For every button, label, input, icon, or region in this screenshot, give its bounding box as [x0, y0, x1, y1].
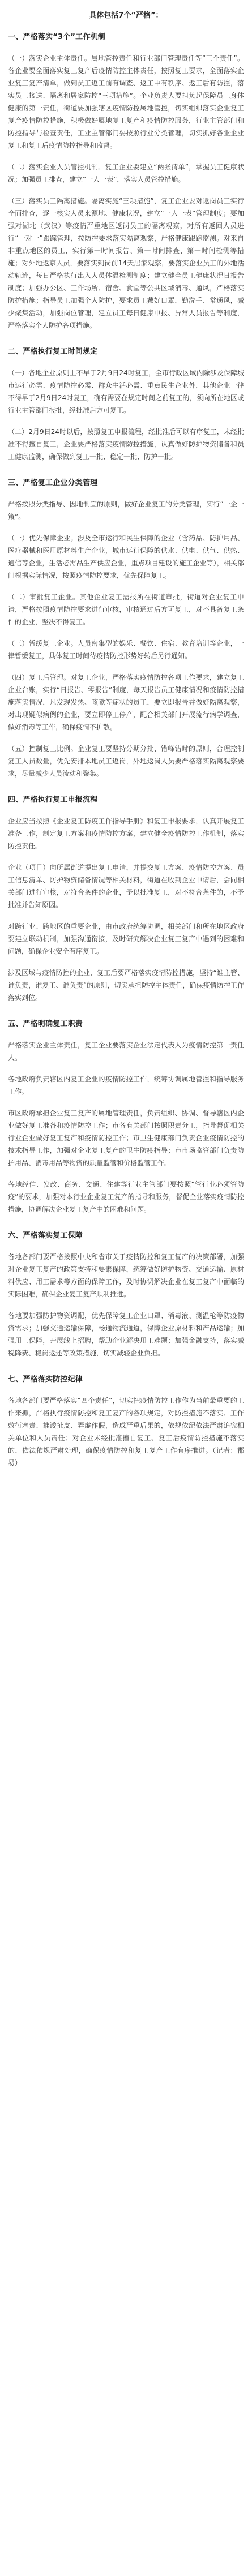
body-paragraph: （一）落实企业主体责任。属地管控责任和行业部门管理责任等“三个责任”。各企业要全面落实复工复产后疫情防控主体责任，按照复工要求，全面落实企业复工复产清单，做到员工返工前有调查、返工中有秩序、返工后有防控，落实员工接送、隔离和居家防控“三项措施”。企业负责人要担负起保障员工身体健康的第一责任，街道要加强辖区疫情防控属地管控，切实组织落实企业复工复产疫情防控措施，积极做好属地复工复产和疫情防控服务，行业主管部门和防控指导与检查责任，工业主管部门要按照行业分类管理，切实抓好各业企业复工和复工后疫情防控指导和监督。 — [8, 54, 244, 149]
body-paragraph: 对跨行业、跨地区的重要企业，由市政府统筹协调，相关部门和所在地区政府要建立联动机制，加强沟通衔接，及时研究解决企业复工复产中遇到的困难和问题，确保企业安全有序复工。 — [8, 922, 244, 955]
section-heading: 四、严格执行复工申报流程 — [8, 796, 98, 804]
section — [8, 346, 244, 463]
body-paragraph: 企业（项目）向所属街道提出复工申请，并提交复工方案、疫情防控方案、员工信息清单、防护物资储备情况等相关材料，街道在收到企业申请后，会同相关部门进行审核，对符合条件的企业，予以批准复工，对不符合条件的，不予批准并告知原因。 — [8, 864, 244, 909]
body-paragraph: （一）优先保障企业。涉及全市运行和民生保障的企业（含药品、防护用品、医疗器械和医用原材料生产企业，城市运行保障的供水、供电、供气、供热、通信等企业，生活必需品生产供应企业，重点项目建设的施工企业等），相关部门根据实际情况，按照疫情防控要求，优先保障复工。 — [8, 534, 244, 579]
sections-container — [8, 32, 244, 1469]
body-paragraph: （二）审批复工企业。其他企业复工需报所在街道审批，街道对企业复工申请，严格按照疫情防控要求进行审核，审核通过后方可复工，对不具备复工条件的企业，坚决不得复工。 — [8, 593, 244, 626]
section — [8, 795, 244, 1004]
body-paragraph: （五）控制复工比例。企业复工要坚持分期分批、错峰错时的原则，合理控制复工人员数量，优先安排本地员工返岗，外地返岗人员要严格落实隔离观察要求，尽量减少人员流动和聚集。 — [8, 745, 244, 778]
body-paragraph: 企业应当按照《企业复工防疫工作指导手册》和复工申报要求，认真开展复工准备工作，制定复工方案和疫情防控方案，建立健全疫情防控工作机制，落实防控责任。 — [8, 817, 244, 850]
section-heading: 六、严格落实复工保障 — [8, 1231, 83, 1240]
section-heading: 二、严格执行复工时间规定 — [8, 347, 98, 356]
body-paragraph: 严格落实企业主体责任，复工企业要落实企业法定代表人为疫情防控第一责任人。 — [8, 1041, 244, 1062]
body-paragraph: （二）落实企业人员管控机制。复工企业要建立“两张清单”，掌握员工健康状况；加强员工排查，建立“一人一表”，落实人员管控措施。 — [8, 163, 244, 183]
body-paragraph: 各地各部门要严格落实“四个责任”，切实把疫情防控工作作为当前最重要的工作来抓，严格执行疫情防控和复工复产的各项规定，对防控措施不落实、工作敷衍塞责、推诿扯皮、弄虚作假，造成严重后果的，依规依纪依法严肃追究相关单位和人员责任；对企业未经批准擅自复工、复工后疫情防控措施不落实的，依法依规严肃处理，确保疫情防控和复工复产工作有序推进。（记者：郡易） — [8, 1397, 244, 1467]
body-paragraph: 涉及区域与疫情防控的企业，复工后要严格落实疫情防控措施，坚持“谁主管、谁负责，谁复工、谁负责”的原则，切实承担防控主体责任，确保疫情防控工作落实到位。 — [8, 969, 244, 1002]
body-paragraph: 各地政府负责辖区内复工企业的疫情防控工作，统筹协调属地管控和指导服务工作。 — [8, 1075, 244, 1096]
body-paragraph: （一）各地企业原则上不早于2月9日24时复工，全市行政区域内除涉及保障城市运行必需、疫情防控必需、群众生活必需、重点民生企业外，其他企业一律不得早于2月9日24时复工，确有需要在规定时间之前复工的，须向所在地区或行业主管部门报批，经批准后方可复工。 — [8, 369, 244, 414]
body-paragraph: 市区政府承担企业复工复产的属地管理责任，负责组织、协调、督导辖区内企业做好复工准备和疫情防控工作；市各有关部门按照职责分工，指导督促相关行业企业做好复工复产和疫情防控工作；市卫生健康部门负责企业疫情防控的技术指导工作，加强对企业复工复产的卫生防疫指导；市市场监管部门负责防护用品、消毒用品等物资的质量监管和价格监管工作。 — [8, 1109, 244, 1167]
page-title: 具体包括7个“严格”： — [89, 11, 163, 20]
section-heading: 五、严格明确复工职责 — [8, 1020, 83, 1028]
body-paragraph: 严格按照分类指导、因地制宜的原则，做好企业复工的分类管理，实行“一企一策”。 — [8, 500, 244, 521]
section — [8, 1019, 244, 1216]
body-paragraph: （四）复工后管理。对复工企业，严格落实疫情防控各项工作要求，建立复工企业台账，实行“日报告、零报告”制度，每天报告员工健康情况和疫情防控措施落实情况，凡发现发热、咳嗽等症状的员工，要立即报告并做好隔离观察，对出现疑似病例的企业，要立即停工停产，配合相关部门开展流行病学调查，做好消毒等工作，确保疫情不扩散。 — [8, 673, 244, 731]
body-paragraph: 各地要加强防护物资调配，优先保障复工企业口罩、消毒液、测温枪等防疫物资需求；加强交通运输保障，畅通物流通道，保障企业原材料和产品运输；加强用工保障，开展线上招聘，帮助企业解决用工难题；加强金融支持，落实减税降费、稳岗返还等政策措施，切实减轻企业负担。 — [8, 1312, 244, 1357]
body-paragraph: （三）暂缓复工企业。人员密集型的娱乐、餐饮、住宿、教育培训等企业，一律暂缓复工，具体复工时间待疫情防控形势好转后另行通知。 — [8, 639, 244, 660]
section — [8, 32, 244, 332]
section-heading: 七、严格落实防控纪律 — [8, 1375, 83, 1384]
body-paragraph: （二）2月9日24时以后，按照复工申报流程，经批准后可以有序复工，未经批准不得擅自复工，企业要严格落实疫情防控措施，认真做好防护物资储备和员工健康监测，确保做到复工一批、稳定一批、防护一批。 — [8, 428, 244, 461]
section — [8, 1230, 244, 1359]
body-paragraph: 各地各部门要严格按照中央和省市关于疫情防控和复工复产的决策部署，加强对企业复工复产的政策支持和要素保障，统筹做好防护物资、交通运输、原材料供应、用工需求等方面的保障工作，及时协调解决企业在复工复产中面临的实际困难，确保企业复工复产顺利推进。 — [8, 1253, 244, 1298]
body-paragraph: （三）落实员工隔离措施。隔离实施“三项措施”，复工企业要对返岗员工实行全面排查，逐一核实人员来源地、健康状况，建立“一人一表”管理制度；要加强对湖北（武汉）等疫情严重地区返岗员工的隔离观察，对所有返回人员进行“一对一”跟踪管理，按防控要求落实隔离观察，严格健康跟踪监测。对来自非重点地区的员工，实行第一时间报告、第一时间排查、第一时间检测等措施；对外地返京人员，要落实到岗前14天居家观察，要落实企业员工的外地活动轨迹，每日严格执行出入人员体温检测制度；建立健全员工健康状况日报告制度；加强办公区、工作场所、宿舍、食堂等公共区域消毒、通风，严格落实防护措施；指导员工加强个人防护，要求员工戴好口罩，勤洗手、常通风，减少聚集活动，加强岗位管理，建立员工每日健康申报、异常人员报告等制度，严格落实个人防护各项措施。 — [8, 197, 244, 329]
section-heading: 一、严格落实“3个”工作机制 — [8, 33, 105, 41]
section — [8, 478, 244, 780]
section — [8, 1374, 244, 1469]
section-heading: 三、严格复工企业分类管理 — [8, 479, 98, 487]
body-paragraph: 各地经信、发改、商务、交通、住建等行业主管部门要按照“管行业必须管防疫”的要求，加强对本行业企业复工复产的指导和服务，督促企业落实疫情防控措施，协调解决企业复工复产中的困难和问题。 — [8, 1180, 244, 1213]
